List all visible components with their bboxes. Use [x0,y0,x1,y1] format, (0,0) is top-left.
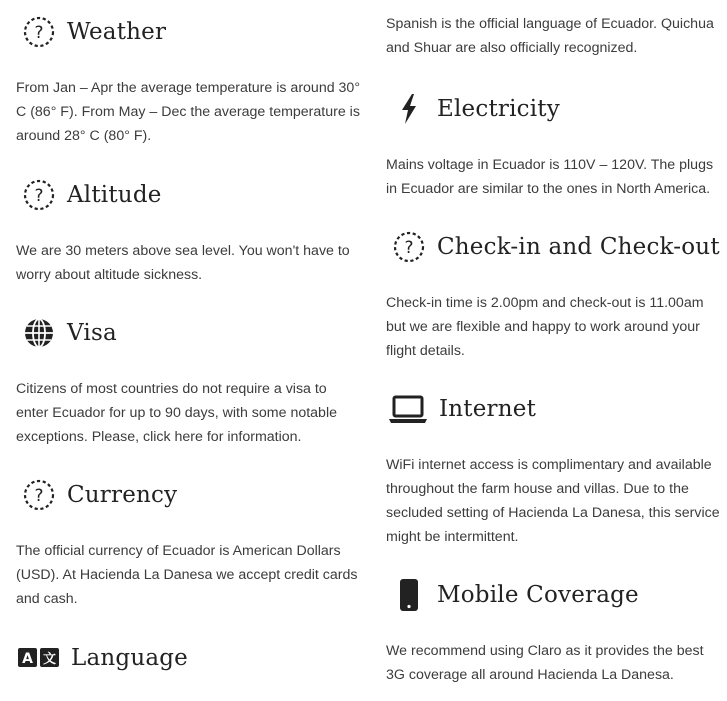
question-circle-icon [22,15,56,49]
translate-icon [18,641,60,675]
laptop-icon [388,392,428,426]
internet-text: WiFi internet access is complimentary and available throughout the farm house and villas. Due to the secluded setting of Hacienda La Danesa, this service might be intermittent. [386,457,720,545]
currency-title: Currency [67,482,178,508]
lightning-bolt-icon [392,92,426,126]
altitude-section [16,175,361,301]
question-circle-icon [22,178,56,212]
visa-info-link[interactable]: here [174,429,203,445]
electricity-text: Mains voltage in Ecuador is 110V – 120V. The plugs in Ecuador are similar to the ones in North America. [386,157,714,197]
internet-section [386,389,721,563]
weather-section [16,12,361,162]
language-heading [16,638,361,678]
visa-heading [16,313,361,353]
weather-title: Weather [67,19,167,45]
mobile-text: We recommend using Claro as it provides the best 3G coverage all around Hacienda La Danesa. [386,643,704,683]
question-circle-icon [392,230,426,264]
electricity-heading [386,89,721,129]
visa-text-start: Citizens of most countries do not require a visa to enter Ecuador for up to 90 days, with some notable exceptions. Please, click [16,381,337,445]
altitude-text: We are 30 meters above sea level. You won't have to worry about altitude sickness. [16,243,350,283]
altitude-heading [16,175,361,215]
electricity-section [386,89,721,215]
internet-title: Internet [439,396,537,422]
currency-heading [16,475,361,515]
visa-text [16,377,361,449]
currency-section [16,475,361,625]
svg-text:A: A [22,651,33,667]
svg-text:?: ? [34,486,44,506]
mobile-section [386,575,721,701]
mobile-heading [386,575,721,615]
svg-text:?: ? [404,238,414,258]
visa-text-end: for information. [202,429,302,445]
svg-text:文: 文 [42,652,57,667]
internet-heading [386,389,721,429]
visa-title: Visa [67,320,117,346]
checkin-heading [386,227,721,267]
checkin-title: Check-in and Check-out [437,234,720,260]
language-section [16,638,361,678]
question-circle-icon [22,478,56,512]
language-title: Language [71,645,188,671]
mobile-title: Mobile Coverage [437,582,639,608]
globe-icon [22,316,56,350]
language-text: Spanish is the official language of Ecuador. Quichua and Shuar are also officially recognized. [386,16,714,56]
svg-text:?: ? [34,186,44,206]
checkin-text: Check-in time is 2.00pm and check-out is 11.00am but we are flexible and happy to work around your flight details. [386,295,704,359]
currency-text: The official currency of Ecuador is American Dollars (USD). At Hacienda La Danesa we accept credit cards and cash. [16,543,358,607]
electricity-title: Electricity [437,96,560,122]
checkin-section [386,227,721,377]
visa-section [16,313,361,463]
altitude-title: Altitude [67,182,162,208]
mobile-phone-icon [392,578,426,612]
weather-heading [16,12,361,52]
weather-text: From Jan – Apr the average temperature is around 30° C (86° F). From May – Dec the average temperature is around 28° C (80° F). [16,80,360,144]
svg-text:?: ? [34,23,44,43]
